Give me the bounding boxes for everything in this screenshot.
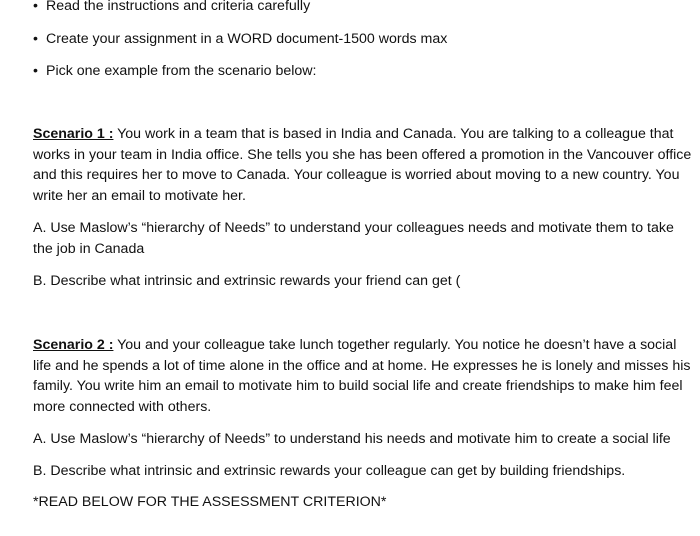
scenario-1-item-a: A. Use Maslow’s “hierarchy of Needs” to understand your colleagues needs and motivate them to take the job in Canada xyxy=(33,220,674,257)
scenario-2-label: Scenario 2 : xyxy=(33,337,114,353)
bullet-item xyxy=(33,61,316,82)
bullet-item xyxy=(33,0,310,17)
scenario-1-text: You work in a team that is based in India and Canada. You are talking to a colleague that works in your team in India office. She tells you she has been offered a promotion in the Vancouver office and this requires her to move to Canada. Your colleague is worried about moving to a new country. You write her an email to motivate her. xyxy=(33,126,692,204)
bullet-text: Create your assignment in a WORD document-1500 words max xyxy=(46,31,448,47)
assessment-criterion-note: *READ BELOW FOR THE ASSESSMENT CRITERION* xyxy=(33,494,387,510)
bullet-dot: • xyxy=(33,63,38,79)
bullet-text: Pick one example from the scenario below: xyxy=(46,63,317,79)
scenario-2-item-a: A. Use Maslow’s “hierarchy of Needs” to understand his needs and motivate him to create a social life xyxy=(33,431,671,447)
bullet-item xyxy=(33,29,447,50)
scenario-1-item-b: B. Describe what intrinsic and extrinsic rewards your friend can get ( xyxy=(33,273,461,289)
scenario-1-label: Scenario 1 : xyxy=(33,126,114,142)
scenario-1-paragraph xyxy=(33,124,695,206)
bullet-text: Read the instructions and criteria carefully xyxy=(46,0,311,14)
scenario-2-text: You and your colleague take lunch together regularly. You notice he doesn’t have a social life and he spends a lot of time alone in the office and at home. He expresses he is lonely and misses his family. You write him an email to motivate him to build social life and create friendships to make him feel more connected with others. xyxy=(33,337,691,415)
bullet-dot: • xyxy=(33,31,38,47)
scenario-2-item-b: B. Describe what intrinsic and extrinsic rewards your colleague can get by building friendships. xyxy=(33,463,626,479)
scenario-2-paragraph xyxy=(33,335,695,417)
bullet-dot: • xyxy=(33,0,38,14)
